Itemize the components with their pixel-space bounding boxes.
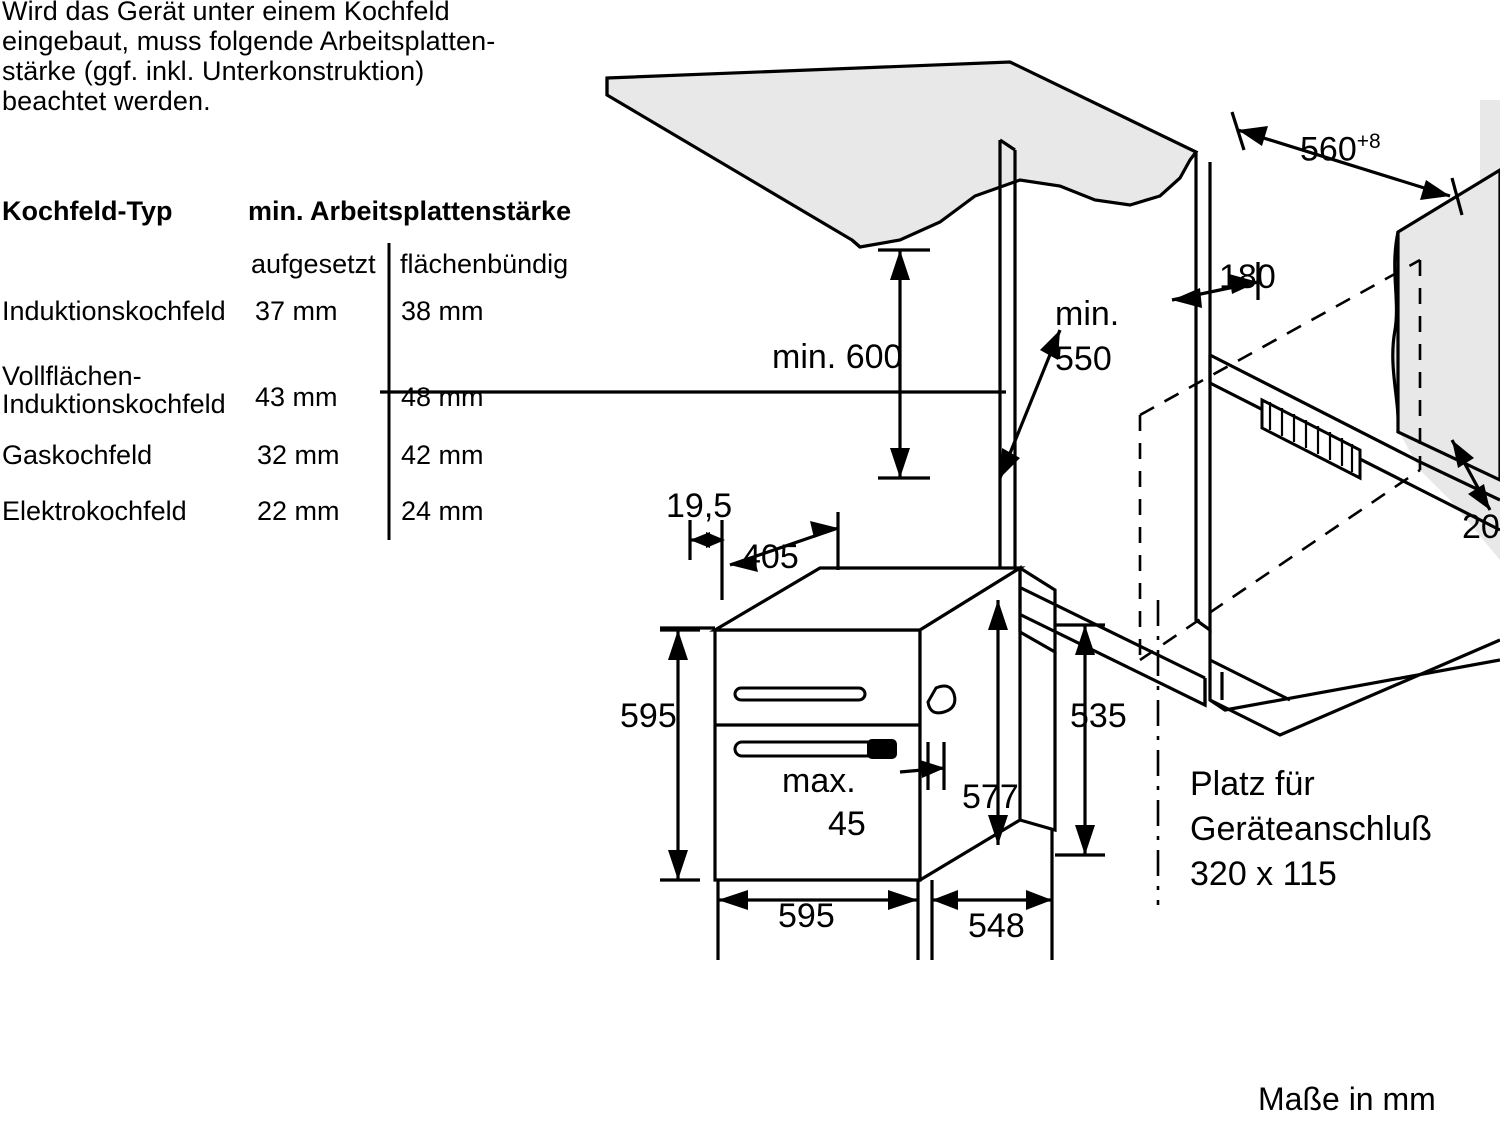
dimension-label-535: 535 bbox=[1070, 697, 1127, 735]
dimension-label-180: 180 bbox=[1219, 258, 1276, 296]
table-header-type: Kochfeld-Typ bbox=[2, 196, 173, 226]
intro-note-line-4: beachtet werden. bbox=[2, 86, 211, 116]
dimension-label-595-height: 595 bbox=[620, 697, 677, 735]
dimension-label-577: 577 bbox=[962, 778, 1019, 816]
table-row-flaechenbuendig: 42 mm bbox=[401, 440, 484, 470]
table-row-flaechenbuendig: 24 mm bbox=[401, 496, 484, 526]
dimension-label-550: 550 bbox=[1055, 340, 1112, 378]
connection-space-line-3: 320 x 115 bbox=[1190, 855, 1337, 893]
table-header-thickness: min. Arbeitsplattenstärke bbox=[248, 196, 572, 226]
dimension-label-max-prefix: max. bbox=[782, 762, 856, 800]
dimension-label-405: 405 bbox=[742, 538, 799, 576]
dimension-label-min-600: min. 600 bbox=[772, 338, 903, 376]
dimension-label-max-45: 45 bbox=[828, 805, 866, 843]
footer-units-note: Maße in mm bbox=[1258, 1081, 1436, 1117]
dimension-label-right-edge-20: 20 bbox=[1462, 508, 1500, 546]
dimension-label-niche-width: $560^{+8}$ bbox=[1300, 130, 1381, 169]
table-row-type: Induktionskochfeld bbox=[2, 296, 226, 326]
table-row-type: Vollflächen- bbox=[2, 361, 142, 391]
dimension-label-19-5: 19,5 bbox=[666, 487, 733, 525]
dimension-label-min-prefix-550: min. bbox=[1055, 295, 1120, 333]
connection-space-line-1: Platz für bbox=[1190, 765, 1315, 803]
table-row-aufgesetzt: 22 mm bbox=[257, 496, 340, 526]
table-row-type: Gaskochfeld bbox=[2, 440, 153, 470]
table-row-aufgesetzt: 32 mm bbox=[257, 440, 340, 470]
intro-note-line-2: eingebaut, muss folgende Arbeitsplatten- bbox=[2, 26, 496, 56]
table-row-flaechenbuendig: 38 mm bbox=[401, 296, 484, 326]
table-row-flaechenbuendig: 48 mm bbox=[401, 382, 484, 412]
dimension-label-595-width: 595 bbox=[778, 897, 835, 935]
dimension-label-548: 548 bbox=[968, 907, 1025, 945]
table-row-type: Elektrokochfeld bbox=[2, 496, 187, 526]
table-row-aufgesetzt: 43 mm bbox=[255, 382, 338, 412]
connection-space-line-2: Geräteanschluß bbox=[1190, 810, 1432, 848]
table-subheader-flaechenbuendig: flächenbündig bbox=[400, 249, 569, 279]
table-row-type-second-line: Induktionskochfeld bbox=[2, 389, 226, 419]
intro-note-line-3: stärke (ggf. inkl. Unterkonstruktion) bbox=[2, 56, 425, 86]
intro-note-line-1: Wird das Gerät unter einem Kochfeld bbox=[2, 0, 450, 26]
table-row-aufgesetzt: 37 mm bbox=[255, 296, 338, 326]
table-subheader-aufgesetzt: aufgesetzt bbox=[251, 249, 376, 279]
